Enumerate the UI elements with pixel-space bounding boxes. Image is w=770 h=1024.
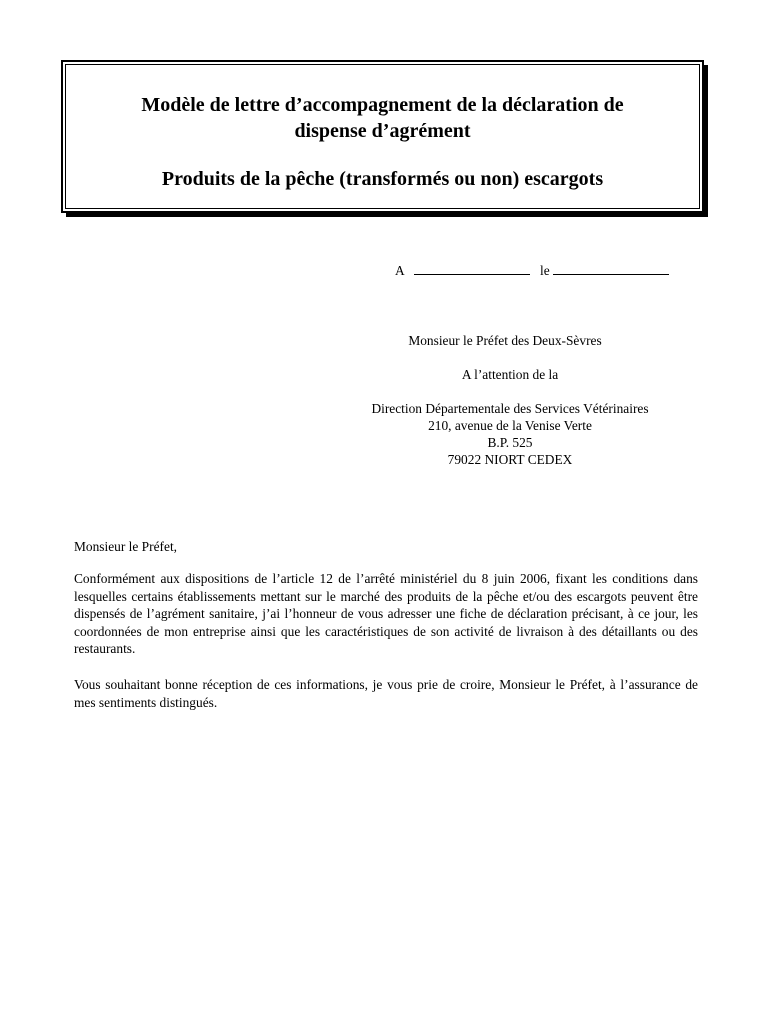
document-title [63, 92, 702, 144]
document-subtitle: Produits de la pêche (transformés ou non) escargots [161, 168, 604, 190]
title-box [61, 60, 704, 213]
recipient-street: 210, avenue de la Venise Verte [428, 418, 592, 433]
place-blank[interactable] [414, 263, 530, 275]
recipient-attention: A l’attention de la [461, 367, 559, 382]
recipient-po-box: B.P. 525 [487, 435, 533, 450]
title-line-1: Modèle de lettre d’accompagnement de la déclaration de [141, 94, 624, 116]
recipient-city: 79022 NIORT CEDEX [447, 452, 573, 467]
place-date-line [395, 262, 669, 279]
letter-body: Conformément aux dispositions de l’article 12 de l’arrêté ministériel du 8 juin 2006, fixant les conditions dans lesquelles certains établissements mettant sur le marché des produits de la pêche et/ou des escargots peuvent être dispensés de l’agrément sanitaire, j’ai l’honneur de vous adresser une fiche de déclaration précisant, à ce jour, les coordonnées de mon entreprise ainsi que les caractéristiques de son activité de livraison à des détaillants ou des restaurants. [74, 571, 698, 656]
title-line-2: dispense d’agrément [294, 120, 471, 142]
place-label: A [395, 263, 404, 278]
letter-closing: Vous souhaitant bonne réception de ces informations, je vous prie de croire, Monsieur le Préfet, à l’assurance de mes sentiments distingués. [74, 677, 698, 710]
recipient-org: Direction Départementale des Services Vétérinaires [371, 401, 649, 416]
salutation: Monsieur le Préfet, [74, 539, 178, 554]
recipient-name: Monsieur le Préfet des Deux-Sèvres [408, 333, 602, 348]
date-label: le [540, 263, 550, 278]
date-blank[interactable] [553, 263, 669, 275]
